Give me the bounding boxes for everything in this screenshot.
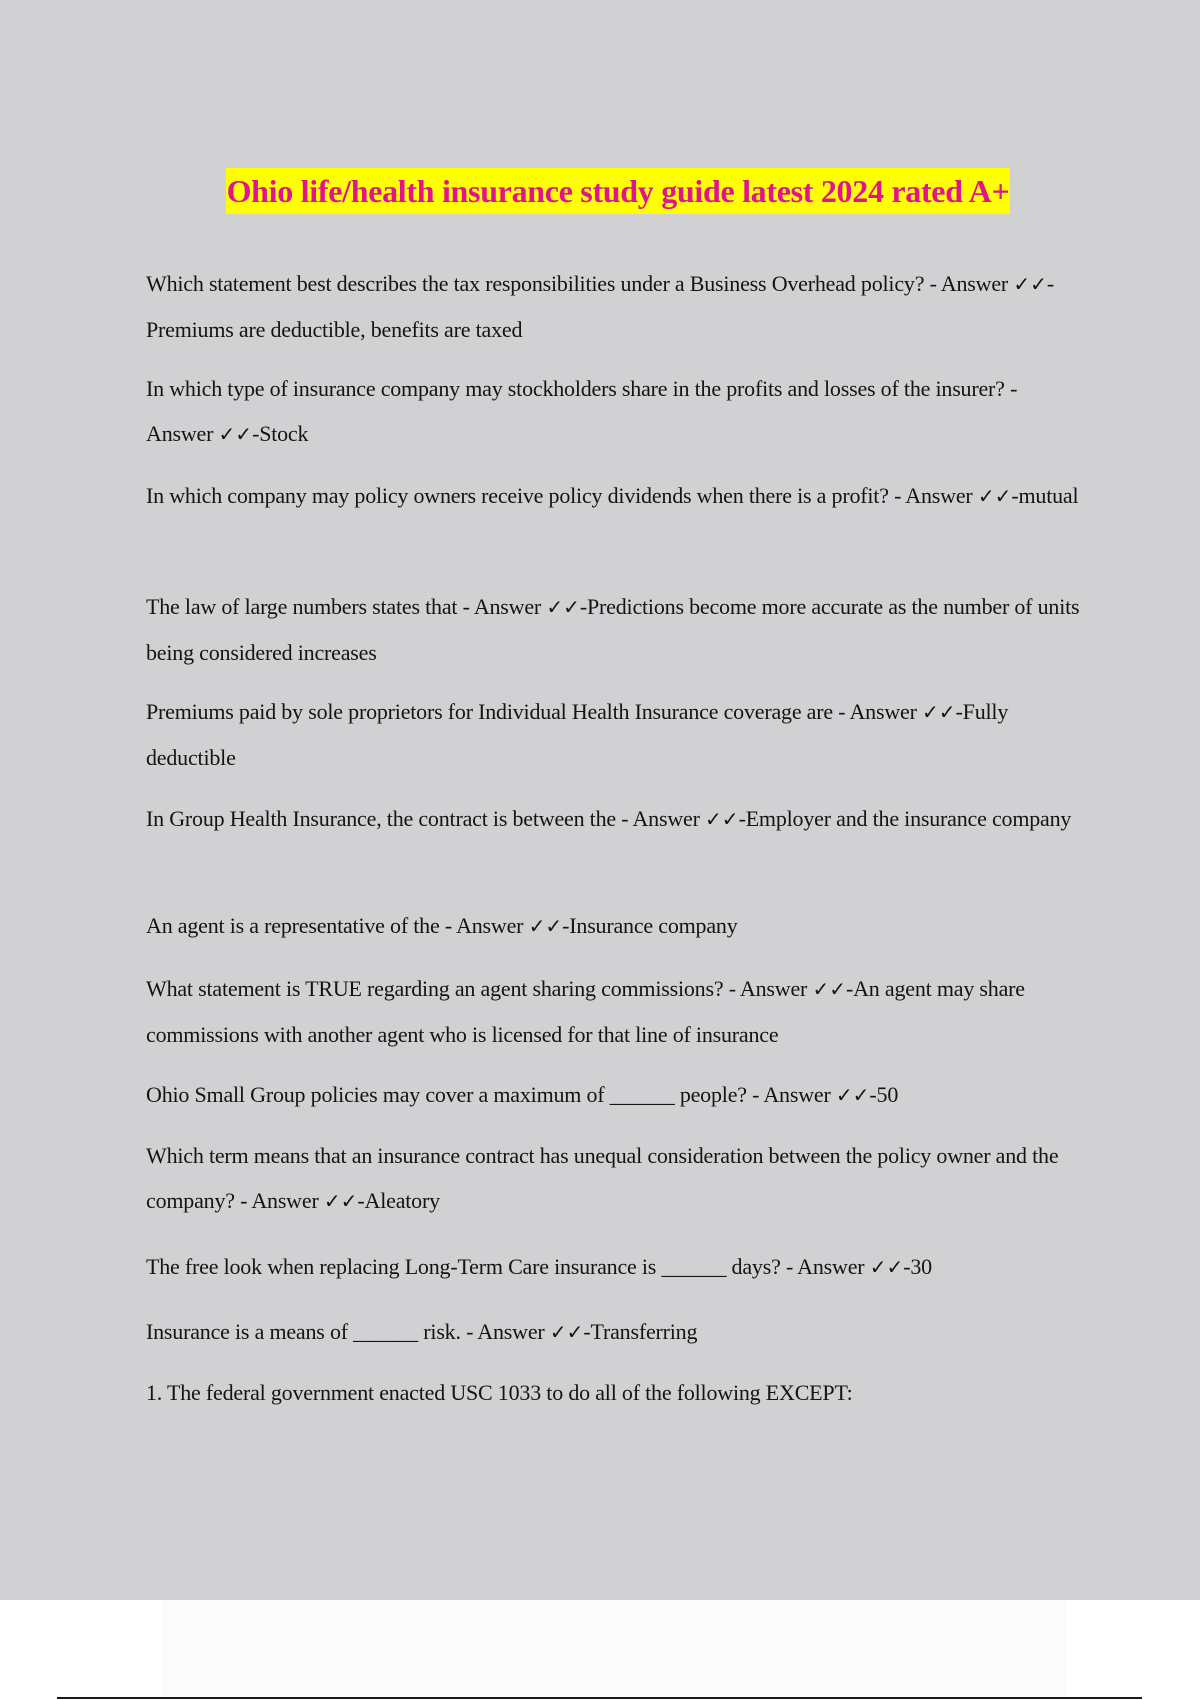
qa-item bbox=[146, 366, 1086, 457]
answer-label: - Answer bbox=[621, 806, 700, 831]
title-wrap bbox=[0, 168, 1200, 214]
question: Which statement best describes the tax responsibilities under a Business Overhead policy? bbox=[146, 271, 925, 296]
double-check-icon: ✓✓ bbox=[546, 595, 580, 619]
answer: -An agent may share commissions with another agent who is licensed for that line of insurance bbox=[146, 976, 1025, 1047]
qa-item bbox=[146, 966, 1086, 1057]
qa-item bbox=[146, 689, 1086, 780]
double-check-icon: ✓✓ bbox=[323, 1189, 358, 1213]
question: In Group Health Insurance, the contract is between the bbox=[146, 806, 616, 831]
footer-divider bbox=[57, 1697, 1142, 1699]
double-check-icon: ✓✓ bbox=[218, 422, 253, 446]
answer: -50 bbox=[869, 1082, 899, 1107]
question: Insurance is a means of ______ risk. bbox=[146, 1319, 461, 1344]
answer: -Fully deductible bbox=[146, 699, 1009, 770]
document-title: Ohio life/health insurance study guide latest 2024 rated A+ bbox=[226, 168, 1011, 214]
answer-label: - Answer bbox=[444, 913, 524, 938]
double-check-icon: ✓✓ bbox=[869, 1255, 904, 1279]
qa-item bbox=[146, 473, 1086, 519]
double-check-icon: ✓✓ bbox=[1013, 272, 1047, 296]
page-footer-area bbox=[0, 1600, 1200, 1700]
answer: -Predictions become more accurate as the number of units being considered increases bbox=[146, 594, 1080, 665]
answer-label: - Answer bbox=[728, 976, 808, 1001]
trailing-question: 1. The federal government enacted USC 1033 to do all of the following EXCEPT: bbox=[146, 1380, 853, 1405]
answer: -Transferring bbox=[583, 1319, 698, 1344]
answer: -Aleatory bbox=[357, 1188, 440, 1213]
double-check-icon: ✓✓ bbox=[549, 1320, 584, 1344]
qa-item bbox=[146, 796, 1086, 842]
double-check-icon: ✓✓ bbox=[812, 977, 846, 1001]
question: In which company may policy owners receive policy dividends when there is a profit? bbox=[146, 483, 889, 508]
qa-item bbox=[146, 584, 1086, 675]
qa-item bbox=[146, 1133, 1086, 1224]
double-check-icon: ✓✓ bbox=[922, 700, 956, 724]
qa-item bbox=[146, 1072, 1086, 1118]
answer-label: - Answer bbox=[752, 1082, 831, 1107]
question: The free look when replacing Long-Term Care insurance is ______ days? bbox=[146, 1254, 781, 1279]
qa-item bbox=[146, 261, 1086, 352]
answer: -Insurance company bbox=[562, 913, 738, 938]
question: The law of large numbers states that bbox=[146, 594, 458, 619]
question: Which term means that an insurance contract has unequal consideration between the policy owner and the company? bbox=[146, 1143, 1059, 1213]
question: Ohio Small Group policies may cover a maximum of ______ people? bbox=[146, 1082, 747, 1107]
answer-label: - Answer bbox=[785, 1254, 865, 1279]
answer-label: - Answer bbox=[466, 1319, 545, 1344]
qa-item bbox=[146, 1309, 1086, 1355]
footer-panel bbox=[163, 1600, 1067, 1696]
answer: -30 bbox=[903, 1254, 932, 1279]
answer: -mutual bbox=[1011, 483, 1079, 508]
qa-item bbox=[146, 1244, 1086, 1290]
answer-label: - Answer bbox=[462, 594, 542, 619]
qa-item bbox=[146, 903, 1086, 949]
answer: -Stock bbox=[252, 421, 309, 446]
question: What statement is TRUE regarding an agent sharing commissions? bbox=[146, 976, 724, 1001]
question: Premiums paid by sole proprietors for Individual Health Insurance coverage are bbox=[146, 699, 833, 724]
question: An agent is a representative of the bbox=[146, 913, 440, 938]
answer-label: - Answer bbox=[838, 699, 917, 724]
double-check-icon: ✓✓ bbox=[835, 1083, 870, 1107]
double-check-icon: ✓✓ bbox=[705, 807, 739, 831]
answer: -Premiums are deductible, benefits are taxed bbox=[146, 271, 1054, 342]
question: In which type of insurance company may stockholders share in the profits and losses of the insurer? bbox=[146, 376, 1005, 401]
answer: -Employer and the insurance company bbox=[738, 806, 1072, 831]
double-check-icon: ✓✓ bbox=[977, 484, 1012, 508]
answer-label: - Answer bbox=[929, 271, 1009, 296]
answer-label: - Answer bbox=[240, 1188, 319, 1213]
answer-label: - Answer bbox=[146, 376, 1018, 446]
double-check-icon: ✓✓ bbox=[528, 914, 563, 938]
answer-label: - Answer bbox=[894, 483, 973, 508]
